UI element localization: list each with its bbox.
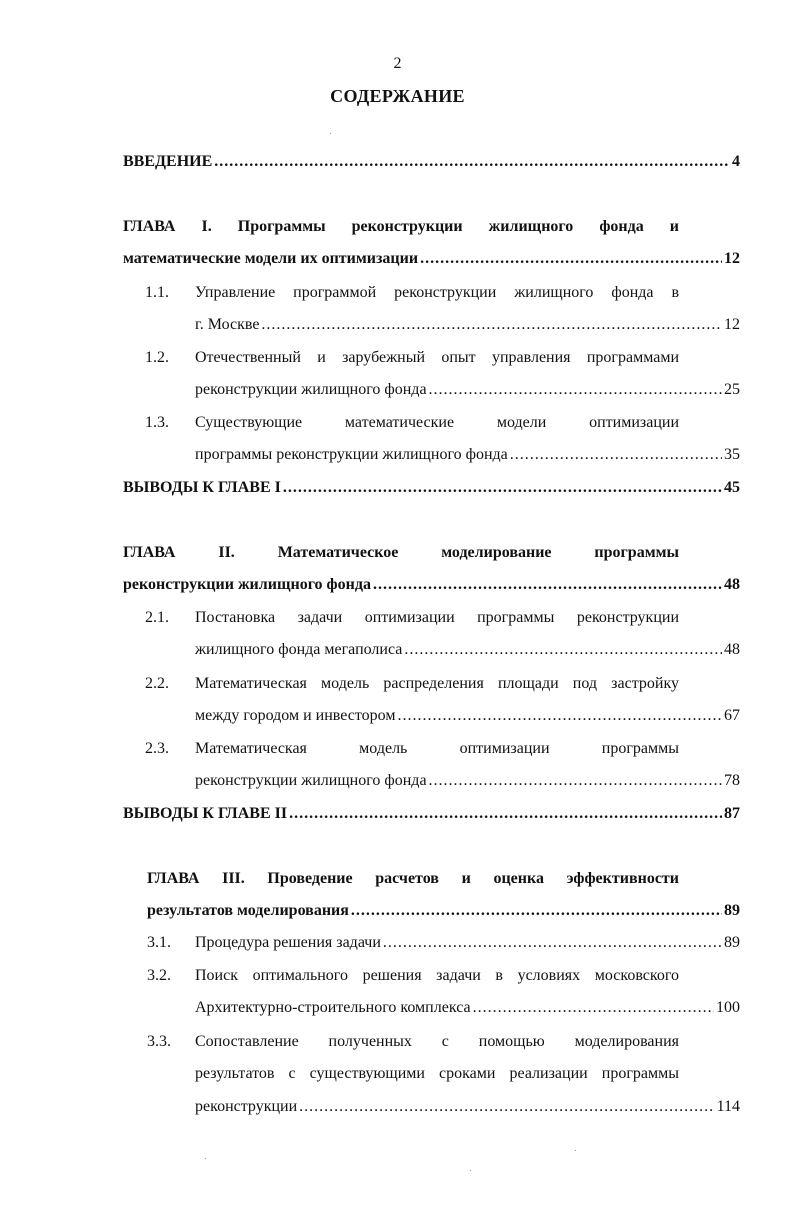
toc-entry-section-3-3[interactable]: [195, 1097, 740, 1117]
toc-entry-title: ВЫВОДЫ К ГЛАВЕ I: [123, 479, 281, 496]
toc-entry-title: жилищного фонда мегаполиса: [195, 641, 403, 658]
toc-page-number: 35: [724, 446, 740, 463]
toc-page-number: 45: [724, 479, 740, 496]
section-3-3-title[interactable]: Сопоставление полученных с помощью моделирования: [195, 1033, 679, 1050]
leader-dots: [429, 380, 722, 400]
chapter-2-title[interactable]: ГЛАВА II. Математическое моделирование программы: [123, 544, 679, 561]
leader-dots: [373, 575, 722, 595]
toc-entry-title: математические модели их оптимизации: [123, 250, 419, 267]
chapter-1-title[interactable]: ГЛАВА I. Программы реконструкции жилищного фонда и: [123, 218, 679, 235]
section-3-2-title[interactable]: Поиск оптимального решения задачи в условиях московского: [195, 967, 679, 984]
section-2-2-title[interactable]: Математическая модель распределения площади под застройку: [195, 675, 679, 692]
leader-dots: [261, 315, 722, 335]
section-2-1-title[interactable]: Постановка задачи оптимизации программы реконструкции: [195, 609, 679, 626]
toc-entry-title: ВЫВОДЫ К ГЛАВЕ II: [123, 805, 288, 822]
toc-entry-title: Процедура решения задачи: [195, 934, 381, 951]
toc-entry-conclusions-2[interactable]: [123, 804, 740, 824]
section-1-3-title[interactable]: Существующие математические модели оптимизации: [195, 414, 679, 431]
toc-entry-chapter-2[interactable]: [123, 575, 740, 595]
section-1-2-title[interactable]: Отечественный и зарубежный опыт управления программами: [195, 349, 679, 366]
leader-dots: [289, 804, 722, 824]
section-number: 1.3.: [145, 414, 169, 431]
toc-entry-conclusions-1[interactable]: [123, 478, 740, 498]
page-title: СОДЕРЖАНИЕ: [330, 86, 465, 106]
toc-entry-title: реконструкции жилищного фонда: [123, 576, 371, 593]
section-number: 1.1.: [145, 284, 169, 301]
toc-page-number: 48: [724, 641, 740, 658]
toc-entry-section-1-2[interactable]: [195, 380, 740, 400]
toc-entry-title: реконструкции: [195, 1098, 298, 1115]
toc-entry-section-1-3[interactable]: [195, 445, 740, 465]
section-number: 2.2.: [145, 675, 169, 692]
toc-entry-section-2-3[interactable]: [195, 771, 740, 791]
toc-entry-section-2-1[interactable]: [195, 640, 740, 660]
page-number: 2: [393, 55, 402, 72]
toc-entry-title: Архитектурно-строительного комплекса: [195, 999, 471, 1016]
leader-dots: [473, 998, 714, 1018]
toc-entry-section-3-2[interactable]: [195, 998, 740, 1018]
toc-page-number: 12: [724, 316, 740, 333]
scan-speck: [575, 1150, 576, 1151]
toc-entry-title: ВВЕДЕНИЕ: [123, 153, 213, 170]
toc-page-number: 100: [716, 999, 740, 1016]
toc-page-number: 25: [724, 381, 740, 398]
toc-entry-title: результатов моделирования: [147, 902, 349, 919]
leader-dots: [383, 933, 722, 953]
leader-dots: [397, 706, 722, 726]
toc-page-number: 114: [716, 1098, 740, 1115]
section-2-3-title[interactable]: Математическая модель оптимизации программы: [195, 740, 679, 757]
scan-speck: [470, 1170, 471, 1171]
toc-entry-chapter-1[interactable]: [123, 249, 740, 269]
section-number: 3.3.: [147, 1033, 171, 1050]
scan-speck: [330, 133, 331, 134]
section-number: 2.3.: [145, 740, 169, 757]
toc-entry-title: между городом и инвестором: [195, 707, 396, 724]
toc-entry-title: реконструкции жилищного фонда: [195, 381, 427, 398]
toc-page-number: 89: [724, 902, 740, 919]
toc-page-number: 89: [724, 934, 740, 951]
toc-entry-title: г. Москве: [195, 316, 260, 333]
toc-page-number: 87: [724, 805, 740, 822]
leader-dots: [299, 1097, 714, 1117]
toc-entry-section-3-1[interactable]: [195, 933, 740, 953]
toc-entry-section-1-1[interactable]: [195, 315, 740, 335]
section-3-3-title-cont: результатов с существующими сроками реализации программы: [195, 1065, 679, 1082]
toc-entry-title: реконструкции жилищного фонда: [195, 772, 427, 789]
toc-entry-chapter-3[interactable]: [147, 901, 740, 921]
leader-dots: [283, 478, 722, 498]
section-number: 1.2.: [145, 349, 169, 366]
chapter-3-title[interactable]: ГЛАВА III. Проведение расчетов и оценка эффективности: [147, 870, 679, 887]
leader-dots: [429, 771, 722, 791]
section-number: 3.1.: [147, 934, 171, 951]
toc-entry-section-2-2[interactable]: [195, 706, 740, 726]
leader-dots: [510, 445, 722, 465]
toc-page-number: 78: [724, 772, 740, 789]
section-number: 3.2.: [147, 967, 171, 984]
toc-page-number: 48: [724, 576, 740, 593]
toc-page-number: 4: [732, 153, 740, 170]
toc-page-number: 12: [724, 250, 740, 267]
leader-dots: [404, 640, 722, 660]
leader-dots: [214, 152, 730, 172]
section-1-1-title[interactable]: Управление программой реконструкции жилищного фонда в: [195, 284, 679, 301]
leader-dots: [420, 249, 722, 269]
leader-dots: [351, 901, 722, 921]
section-number: 2.1.: [145, 609, 169, 626]
toc-entry-title: программы реконструкции жилищного фонда: [195, 446, 508, 463]
scan-speck: [205, 1158, 206, 1159]
toc-page-number: 67: [724, 707, 740, 724]
toc-entry-introduction[interactable]: [123, 152, 740, 172]
